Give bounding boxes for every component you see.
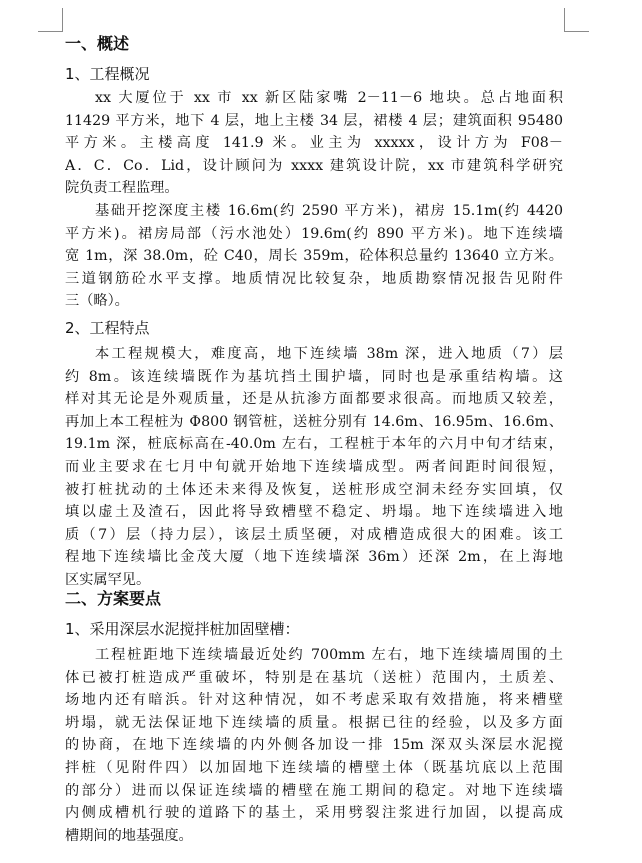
text-line: 工程桩距地下连续墙最近处约 700mm 左右，地下连续墙周围的土 <box>95 647 563 663</box>
text-line: 19.1m 深，桩底标高在-40.0m 左右，工程桩于本年的六月中旬才结束， <box>65 436 563 453</box>
text-line: 约 8m。该连续墙既作为基坑挡土围护墙，同时也是承重结构墙。这 <box>65 368 563 385</box>
text-line: 宽 1m，深 38.0m，砼 C40，周长 359m，砼体积总量约 13640 立方米。 <box>65 248 563 265</box>
text-line: 再加上本工程桩为 Φ800 钢管桩，送桩分别有 14.6m、16.95m、16.6m、 <box>65 413 563 430</box>
text-line: 填以虚土及渣石，因此将导致槽壁不稳定、坍塌。地下连续墙进入地 <box>65 504 563 521</box>
text-line: A．C．Co．Lid，设计顾问为 xxxx 建筑设计院，xx 市建筑科学研究 <box>65 157 563 174</box>
subsection-heading-mixing-pile: 1、采用深层水泥搅拌桩加固壁槽： <box>65 620 300 638</box>
text-line: 质（7）层（持力层），该层土质坚硬，对成槽造成很大的困难。该工 <box>65 526 563 543</box>
text-line: 三（略）。 <box>65 293 129 310</box>
paragraph-project-location <box>65 87 563 200</box>
text-line: 平方米)。裙房局部（污水池处）19.6m(约 890 平方米)。地下连续墙 <box>65 225 563 242</box>
subsection-heading-project-features: 2、工程特点 <box>65 319 150 337</box>
paragraph-foundation <box>65 200 563 313</box>
text-line: 体已被打桩造成严重破坏，特别是在基坑（送桩）范围内，土质差、 <box>65 669 563 686</box>
crop-mark-right-horizontal <box>564 31 589 32</box>
text-line: 平方米。主楼高度 141.9 米。业主为 xxxxx，设计方为 F08－ <box>65 135 563 152</box>
text-line: 区实属罕见。 <box>65 571 151 588</box>
text-line: 的部分）进而以保证连续墙的槽壁在施工期间的稳定。对地下连续墙 <box>65 782 563 799</box>
text-line: 院负责工程监理。 <box>65 180 179 197</box>
text-line: 槽期间的地基强度。 <box>65 827 193 844</box>
crop-mark-left-vertical <box>62 8 63 32</box>
text-line: 本工程规模大，难度高，地下连续墙 38m 深，进入地质（7）层 <box>95 346 563 362</box>
paragraph-project-features <box>65 343 563 592</box>
text-line: 内侧成槽机行驶的道路下的基土，采用劈裂注浆进行加固，以提高成 <box>65 805 563 822</box>
text-line: xx 大厦位于 xx 市 xx 新区陆家嘴 2－11－6 地块。总占地面积 <box>95 90 563 106</box>
text-line: 的协商，在地下连续墙的内外侧各加设一排 15m 深双头深层水泥搅 <box>65 737 563 754</box>
subsection-heading-project-overview: 1、工程概况 <box>65 65 150 83</box>
text-line: 三道钢筋砼水平支撑。地质情况比较复杂，地质勘察情况报告见附件 <box>65 270 563 287</box>
text-line: 场地内还有暗浜。针对这种情况，如不考虑采取有效措施，将来槽壁 <box>65 692 563 709</box>
section-heading-key-points: 二、方案要点 <box>65 589 162 608</box>
crop-mark-left-horizontal <box>38 31 63 32</box>
text-line: 被打桩扰动的土体还未来得及恢复，送桩形成空洞未经夯实回填，仅 <box>65 481 563 498</box>
crop-mark-right-vertical <box>564 8 565 32</box>
text-line: 基础开挖深度主楼 16.6m(约 2590 平方米)，裙房 15.1m(约 4420 <box>95 203 563 219</box>
section-heading-overview: 一、概述 <box>65 34 130 53</box>
text-line: 拌桩（见附件四）以加固地下连续墙的槽壁土体（既基坑底以上范围 <box>65 759 563 776</box>
paragraph-mixing-pile <box>65 644 563 847</box>
text-line: 程地下连续墙比金茂大厦（地下连续墙深 36m）还深 2m，在上海地 <box>65 549 563 566</box>
text-line: 而业主要求在七月中旬就开始地下连续墙成型。两者间距时间很短， <box>65 458 563 475</box>
text-line: 坍塌，就无法保证地下连续墙的质量。根据已往的经验，以及多方面 <box>65 714 563 731</box>
text-line: 样对其无论是外观质量，还是从抗渗方面都要求很高。而地质又较差， <box>65 391 563 408</box>
text-line: 11429 平方米，地下 4 层，地上主楼 34 层，裙楼 4 层；建筑面积 95480 <box>65 112 563 129</box>
